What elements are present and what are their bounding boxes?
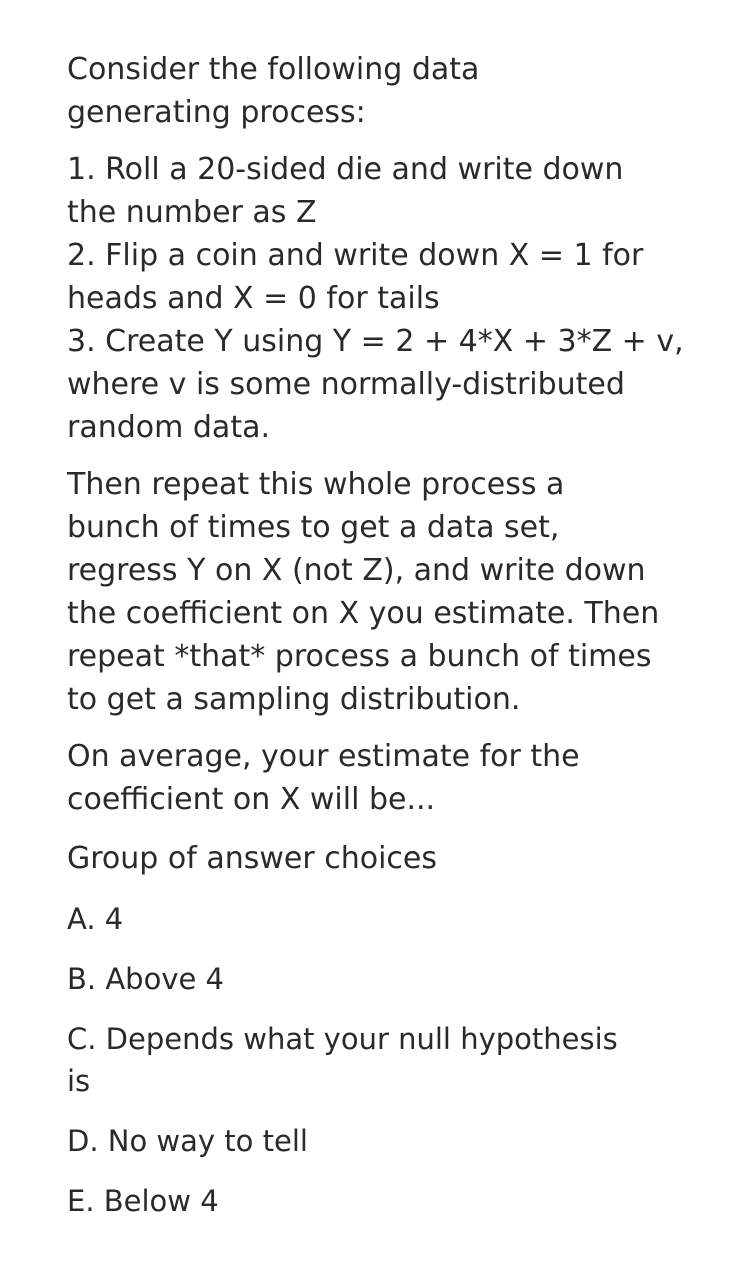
text-line: generating process: [67, 95, 366, 130]
text-line: On average, your estimate for the [67, 739, 580, 774]
text-line: repeat *that* process a bunch of times [67, 639, 652, 674]
choice-label: is [67, 1064, 91, 1098]
text-line: 3. Create Y using Y = 2 + 4*X + 3*Z + v, [67, 324, 684, 359]
repeat-instructions [67, 463, 707, 721]
text-line: 1. Roll a 20-sided die and write down [67, 152, 624, 187]
text-line: bunch of times to get a data set, [67, 510, 560, 545]
answer-group-label: Group of answer choices [67, 841, 437, 876]
text-line: regress Y on X (not Z), and write down [67, 553, 646, 588]
text-line: coefficient on X will be... [67, 782, 436, 817]
answer-choice-c[interactable] [67, 1018, 707, 1102]
text-line: heads and X = 0 for tails [67, 281, 440, 316]
text-line: 2. Flip a coin and write down X = 1 for [67, 238, 644, 273]
process-steps [67, 148, 707, 449]
text-line: the number as Z [67, 195, 317, 230]
text-line: where v is some normally-distributed [67, 367, 625, 402]
question-intro [67, 48, 707, 134]
choice-label: B. Above 4 [67, 962, 224, 996]
text-line: Consider the following data [67, 52, 480, 87]
text-line: to get a sampling distribution. [67, 682, 521, 717]
choice-label: E. Below 4 [67, 1184, 219, 1218]
choice-label: A. 4 [67, 902, 124, 936]
text-line: the coefficient on X you estimate. Then [67, 596, 660, 631]
answer-choice-b[interactable] [67, 958, 707, 1000]
choice-label: C. Depends what your null hypothesis [67, 1022, 618, 1056]
question-content [67, 48, 707, 1240]
answer-choice-d[interactable] [67, 1120, 707, 1162]
text-line: random data. [67, 410, 270, 445]
question-prompt [67, 735, 707, 821]
answer-choices [67, 898, 707, 1222]
text-line: Then repeat this whole process a [67, 467, 565, 502]
answer-choice-a[interactable] [67, 898, 707, 940]
answer-choice-e[interactable] [67, 1180, 707, 1222]
choice-label: D. No way to tell [67, 1124, 308, 1158]
